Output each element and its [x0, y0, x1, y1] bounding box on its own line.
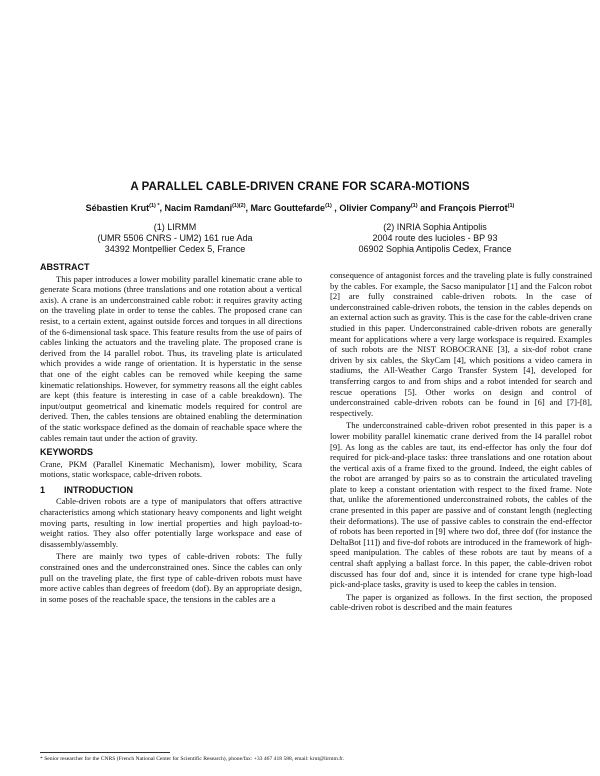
affiliation-line: 34392 Montpellier Cedex 5, France	[104, 244, 246, 255]
author-name: Nacim Ramdani	[164, 203, 233, 213]
body-paragraph: The underconstrained cable-driven robot presented in this paper is a lower mobility parallel kinematic crane derived from the I4 parallel robot [9]. As long as the cables are taut, its end-effector has only the four dof required for pick-and-place tasks: three translations and one rotation about the vertical axis of a frame fixed to the ground. Indeed, the eight cables of the robot are arranged by pairs so as to constrain the articulated traveling plate to keep a constant orientation with respect to the fixed frame. Note that, unlike the aforementioned underconstrained robots, the cables of the crane presented in this paper are passive and of constant length (neglecting their deformations). The use of passive cables to constrain the end-effector of robots has been reported in [9] where two dof, three dof (for instance the DeltaBot [11]) and five-dof robots are introduced in the framework of high-speed manipulation. The cables of these robots are taut by means of a central shaft applying a ballast force. In this paper, the cable-driven robot discussed has four dof and, since it is intended for crane type high-load pick-and-place tasks, gravity is used to keep the cables in tension.	[330, 420, 592, 590]
affiliation-line: (1) LIRMM	[153, 222, 197, 232]
author-separator: and	[417, 203, 439, 213]
abstract-heading: ABSTRACT	[40, 262, 90, 272]
affiliation-line: (UMR 5506 CNRS - UM2) 161 rue Ada	[97, 233, 253, 244]
intro-paragraph: There are mainly two types of cable-driven robots: The fully constrained ones and the underconstrained ones. Since the cables can only pull on the traveling plate, the first type of cable-driven robots must have more active cables than degrees of freedom (dof). By an appropriate design, in some poses of the reachable space, the tensions in the cables are a	[40, 551, 302, 604]
affiliation-line: 06902 Sophia Antipolis Cedex, France	[358, 244, 512, 255]
author-list	[0, 203, 600, 213]
right-column	[330, 270, 592, 615]
author-name: Marc Gouttefarde	[250, 203, 326, 213]
intro-paragraph: Cable-driven robots are a type of manipulators that offers attractive characteristics among which stationary heavy components and light weight moving parts, resulting in low inertial properties and high payload-to-weight ratios. They also offer potentially large workspace and ease of disassembly/assembly.	[40, 496, 302, 549]
affiliation-line: (2) INRIA Sophia Antipolis	[383, 222, 487, 232]
affiliation-lirmm	[40, 222, 310, 256]
section-number: 1	[40, 484, 46, 495]
author-separator: ,	[245, 203, 251, 213]
author-separator: ,	[331, 203, 340, 213]
author-mark: (1)	[410, 203, 418, 209]
footnote-divider	[40, 752, 170, 753]
author-name: Olivier Company	[339, 203, 411, 213]
body-paragraph: The paper is organized as follows. In the first section, the proposed cable-driven robot is described and the main features	[330, 591, 592, 613]
paper-title: A PARALLEL CABLE-DRIVEN CRANE FOR SCARA-MOTIONS	[130, 181, 470, 193]
author-name: François Pierrot	[438, 203, 508, 213]
section-title: INTRODUCTION	[64, 484, 133, 495]
keywords-text: Crane, PKM (Parallel Kinematic Mechanism), lower mobility, Scara motions, static workspace, cable-driven robots.	[40, 458, 302, 480]
author-mark: (1)(2)	[232, 203, 246, 209]
author-separator: ,	[159, 203, 165, 213]
affiliation-inria	[300, 222, 570, 256]
abstract-text: This paper introduces a lower mobility parallel kinematic crane able to generate Scara motions (three translations and one rotation about a vertical axis). A crane is an underconstrained cable robot: it requires gravity acting on the traveling plate in order to tense the cables. The proposed crane can resist, to a certain extent, against outside forces and torques in all directions of the 6-dimensional task space. This feature results from the use of pairs of cables linking the actuators and the traveling plate. The proposed crane is derived from the I4 parallel robot. Thus, its traveling plate is articulated which provides a wide range of orientation. It is hyperstatic in the sense that one of the eight cables can be removed while keeping the same kinematic relationships. However, for symmetry reasons all the eight cables are kept (this feature is interesting in case of a cable breakdown). The input/output geometrical and kinematic models required for control are derived. Then, the cables tensions are obtained enabling the determination of the static workspace defined as the domain of reachable space where the cables remain taut under the action of gravity.	[40, 273, 302, 443]
left-column	[40, 262, 302, 606]
author-mark: (1)	[325, 203, 332, 209]
affiliation-line: 2004 route des lucioles - BP 93	[372, 233, 498, 244]
author-mark: (1)	[507, 203, 515, 209]
keywords-heading: KEYWORDS	[40, 447, 94, 458]
body-paragraph: consequence of antagonist forces and the traveling plate is fully constrained by the cables. For example, the Sacso manipulator [1] and the Falcon robot [2] are fully constrained cable-driven robots. In the case of underconstrained cable-driven robots, the tension in the cables depends on an external action such as gravity. This is the case for the cable-driven crane studied in this paper. Underconstrained cable-driven robots are generally meant for applications where a very large workspace is required. Examples of such robots are the NIST ROBOCRANE [3], a six-dof robot crane driven by six cables, the SkyCam [4], which positions a video camera in stadiums, the All-Weather Cargo Transfer System [4], developed for transferring cargos to and from ships and a robot intended for search and rescue operations [5]. Other works on design and control of underconstrained cable-driven robots can be found in [6] and [7]-[8], respectively.	[330, 270, 592, 418]
introduction-heading	[40, 485, 302, 496]
author-mark: (1) *	[149, 203, 160, 209]
author-name: Sébastien Krut	[85, 203, 150, 213]
footnote: * Senior researcher for the CNRS (French National Center for Scientific Research), phone/fax: +33 467 418 588, email: krut@lirmm.fr.	[40, 756, 345, 762]
